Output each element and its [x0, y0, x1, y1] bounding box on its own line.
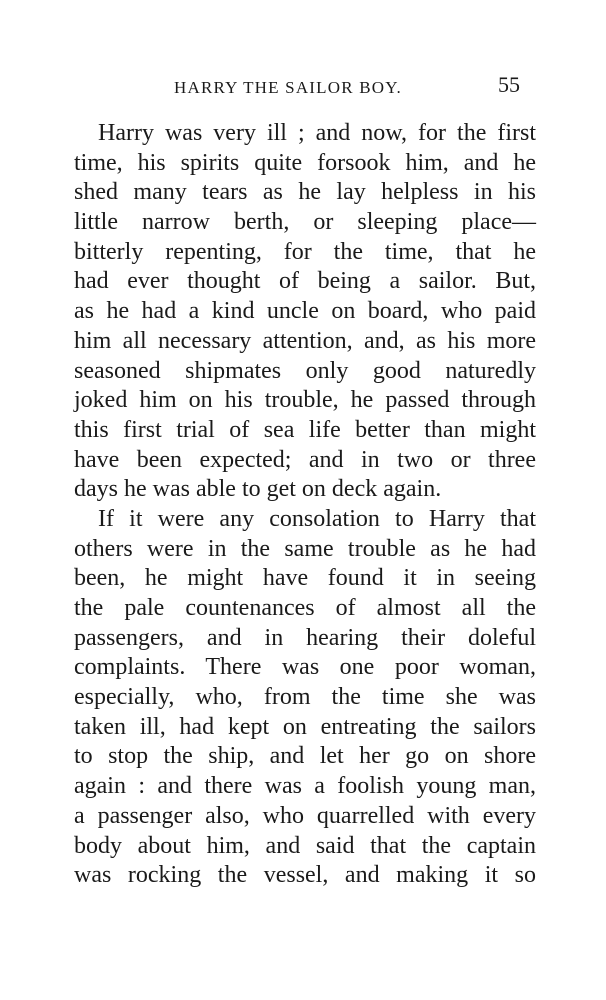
text-line: If it were any consolation to Harry that: [98, 505, 536, 532]
text-line: to stop the ship, and let her go on shore: [74, 743, 536, 770]
text-line: passengers, and in hearing their doleful: [74, 624, 536, 651]
page-number: 55: [498, 72, 520, 97]
text-line: had ever thought of being a sailor. But,: [74, 268, 536, 295]
text-line: Harry was very ill ; and now, for the first: [98, 120, 536, 146]
text-line: time, his spirits quite forsook him, and he: [74, 149, 536, 176]
text-line: little narrow berth, or sleeping place—: [74, 209, 536, 236]
text-line: complaints. There was one poor woman,: [74, 654, 536, 681]
text-line: him all necessary attention, and, as his more: [74, 327, 536, 354]
text-line: especially, who, from the time she was: [74, 684, 536, 711]
text-line: taken ill, had kept on entreating the sailors: [74, 713, 536, 740]
body-text: [74, 119, 536, 891]
text-line: been, he might have found it in seeing: [74, 565, 536, 592]
text-line: bitterly repenting, for the time, that he: [74, 238, 536, 265]
running-header: [150, 70, 520, 100]
text-line: have been expected; and in two or three: [74, 446, 536, 473]
text-line: the pale countenances of almost all the: [74, 595, 536, 621]
text-line: days he was able to get on deck again.: [74, 476, 442, 503]
text-line: joked him on his trouble, he passed through: [74, 387, 536, 414]
running-title: HARRY THE SAILOR BOY.: [174, 78, 402, 97]
text-line: shed many tears as he lay helpless in his: [74, 179, 536, 206]
text-line: a passenger also, who quarrelled with every: [74, 802, 536, 829]
text-line: was rocking the vessel, and making it so: [74, 862, 536, 889]
text-line: again : and there was a foolish young man,: [74, 773, 536, 800]
text-line: seasoned shipmates only good naturedly: [74, 357, 536, 384]
text-line: this first trial of sea life better than might: [74, 416, 536, 443]
text-line: body about him, and said that the captain: [74, 832, 536, 859]
text-line: others were in the same trouble as he had: [74, 535, 536, 562]
text-line: as he had a kind uncle on board, who paid: [74, 298, 536, 325]
